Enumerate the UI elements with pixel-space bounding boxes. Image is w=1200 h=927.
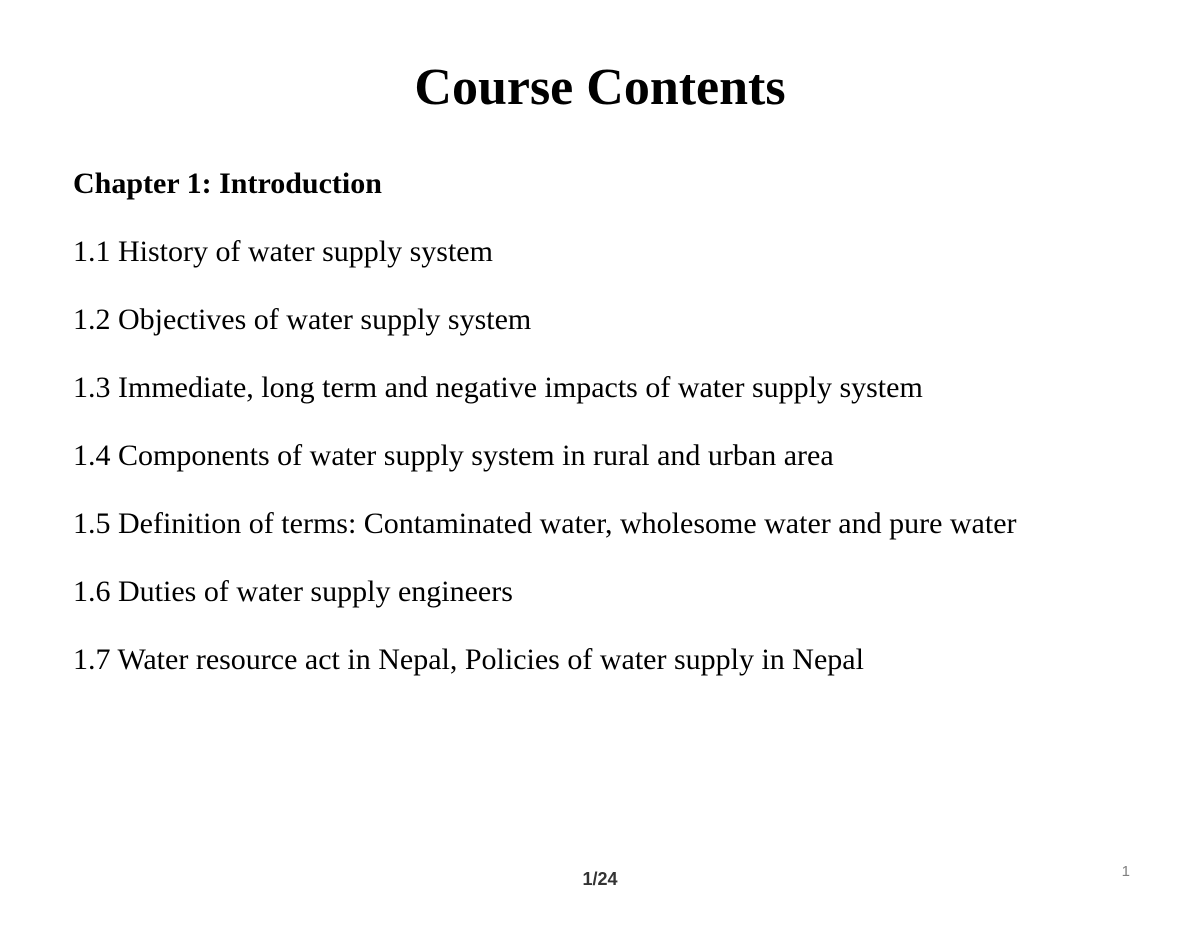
slide-title: Course Contents [414, 59, 786, 116]
topic-item-1-4: 1.4 Components of water supply system in rural and urban area [73, 439, 834, 472]
page-counter: 1/24 [582, 869, 618, 889]
topic-item-1-7: 1.7 Water resource act in Nepal, Policies of water supply in Nepal [73, 643, 864, 676]
topic-item-1-5: 1.5 Definition of terms: Contaminated water, wholesome water and pure water [73, 507, 1017, 540]
topic-item-1-1: 1.1 History of water supply system [73, 235, 493, 268]
topic-item-1-6: 1.6 Duties of water supply engineers [73, 575, 513, 608]
slide-content [73, 164, 1183, 708]
chapter-heading: Chapter 1: Introduction [73, 167, 382, 200]
topic-item-1-3: 1.3 Immediate, long term and negative impacts of water supply system [73, 371, 923, 404]
slide-number: 1 [1121, 863, 1130, 880]
topic-item-1-2: 1.2 Objectives of water supply system [73, 303, 532, 336]
topic-list [73, 232, 1183, 680]
